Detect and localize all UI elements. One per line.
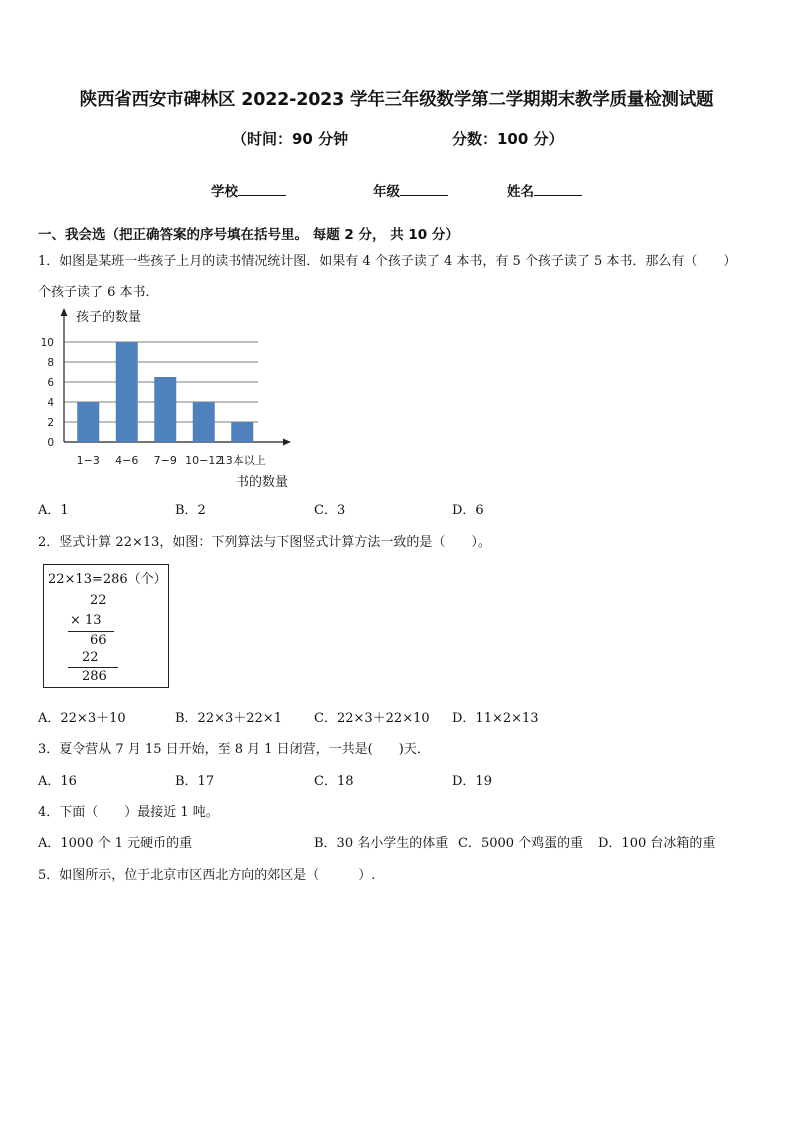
question-5: 5．如图所示，位于北京市区西北方向的郊区是（ ）. — [38, 868, 376, 883]
name-label: 姓名 — [507, 184, 534, 200]
x-tick-label: 7−9 — [153, 454, 177, 467]
y-tick-label: 4 — [47, 397, 54, 409]
x-axis-title: 书的数量 — [236, 475, 289, 490]
grade-field — [373, 180, 448, 200]
calc-line-2 — [68, 667, 118, 668]
q4-option-a: A．1000 个 1 元硬币的重 — [38, 836, 193, 851]
question-2: 2．竖式计算 22×13，如图：下列算法与下图竖式计算方法一致的是（ ）。 — [38, 535, 491, 550]
y-axis-title: 孩子的数量 — [76, 310, 142, 325]
name-field — [507, 180, 582, 200]
q1-option-c: C．3 — [314, 503, 346, 518]
y-axis-arrow — [61, 308, 68, 316]
y-tick-label: 0 — [47, 437, 54, 449]
school-label: 学校 — [211, 184, 238, 200]
y-tick-label: 8 — [47, 357, 54, 369]
calc-result: 286 — [82, 669, 107, 684]
x-tick-label: 10−12 — [185, 454, 223, 467]
y-tick-label: 6 — [47, 377, 54, 389]
name-blank — [534, 182, 582, 196]
school-field — [211, 180, 286, 200]
bar-chart-svg — [36, 306, 306, 496]
school-blank — [238, 182, 286, 196]
bar-1 — [77, 402, 99, 442]
page-title: 陕西省西安市碑林区 2022-2023 学年三年级数学第二学期期末教学质量检测试题 — [79, 90, 714, 110]
q1-option-a: A．1 — [38, 503, 69, 518]
question-1-line1: 1．如图是某班一些孩子上月的读书情况统计图．如果有 4 个孩子读了 4 本书，有 5 个孩子读了 5 本书．那么有（ ） — [38, 254, 737, 269]
x-tick-label: 1−3 — [76, 454, 100, 467]
score-info: 分数：100 分） — [452, 130, 564, 148]
y-tick-label: 2 — [47, 417, 54, 429]
section-heading: 一、我会选（把正确答案的序号填在括号里。 每题 2 分， 共 10 分） — [38, 227, 459, 243]
x-tick-label: 13本以上 — [218, 454, 266, 467]
calc-partial-1: 66 — [90, 633, 107, 648]
calc-partial-2: 22 — [82, 650, 99, 665]
bar-3 — [154, 377, 176, 442]
grade-blank — [400, 182, 448, 196]
time-info: （时间：90 分钟 — [232, 130, 349, 148]
question-3: 3．夏令营从 7 月 15 日开始，至 8 月 1 日闭营，一共是( )天． — [38, 742, 430, 757]
x-tick-label: 4−6 — [115, 454, 139, 467]
bar-4 — [193, 402, 215, 442]
q2-option-d: D．11×2×13 — [452, 711, 539, 726]
question-1-line2: 个孩子读了 6 本书． — [38, 285, 159, 300]
q3-option-b: B．17 — [175, 774, 215, 789]
q4-option-c: C．5000 个鸡蛋的重 — [458, 836, 584, 851]
grade-label: 年级 — [373, 184, 400, 200]
calc-multiplicand: 22 — [90, 593, 107, 608]
x-axis-arrow — [283, 439, 291, 446]
q1-option-b: B．2 — [175, 503, 206, 518]
q4-option-d: D．100 台冰箱的重 — [598, 836, 716, 851]
q2-option-b: B．22×3＋22×1 — [175, 711, 282, 726]
q1-option-d: D．6 — [452, 503, 484, 518]
bar-5 — [231, 422, 253, 442]
q4-option-b: B．30 名小学生的体重 — [314, 836, 449, 851]
q2-option-c: C．22×3＋22×10 — [314, 711, 430, 726]
calc-header: 22×13=286（个） — [48, 572, 167, 587]
q3-option-a: A．16 — [38, 774, 77, 789]
reading-bar-chart — [36, 306, 306, 496]
y-tick-label: 10 — [40, 337, 54, 349]
calc-multiplier: × 13 — [70, 613, 102, 628]
calc-line-1 — [68, 631, 114, 632]
q3-option-c: C．18 — [314, 774, 354, 789]
q3-option-d: D．19 — [452, 774, 492, 789]
q2-option-a: A．22×3＋10 — [38, 711, 126, 726]
vertical-calculation-box — [43, 564, 169, 688]
question-4: 4．下面（ ）最接近 1 吨。 — [38, 805, 219, 820]
bar-2 — [116, 342, 138, 442]
